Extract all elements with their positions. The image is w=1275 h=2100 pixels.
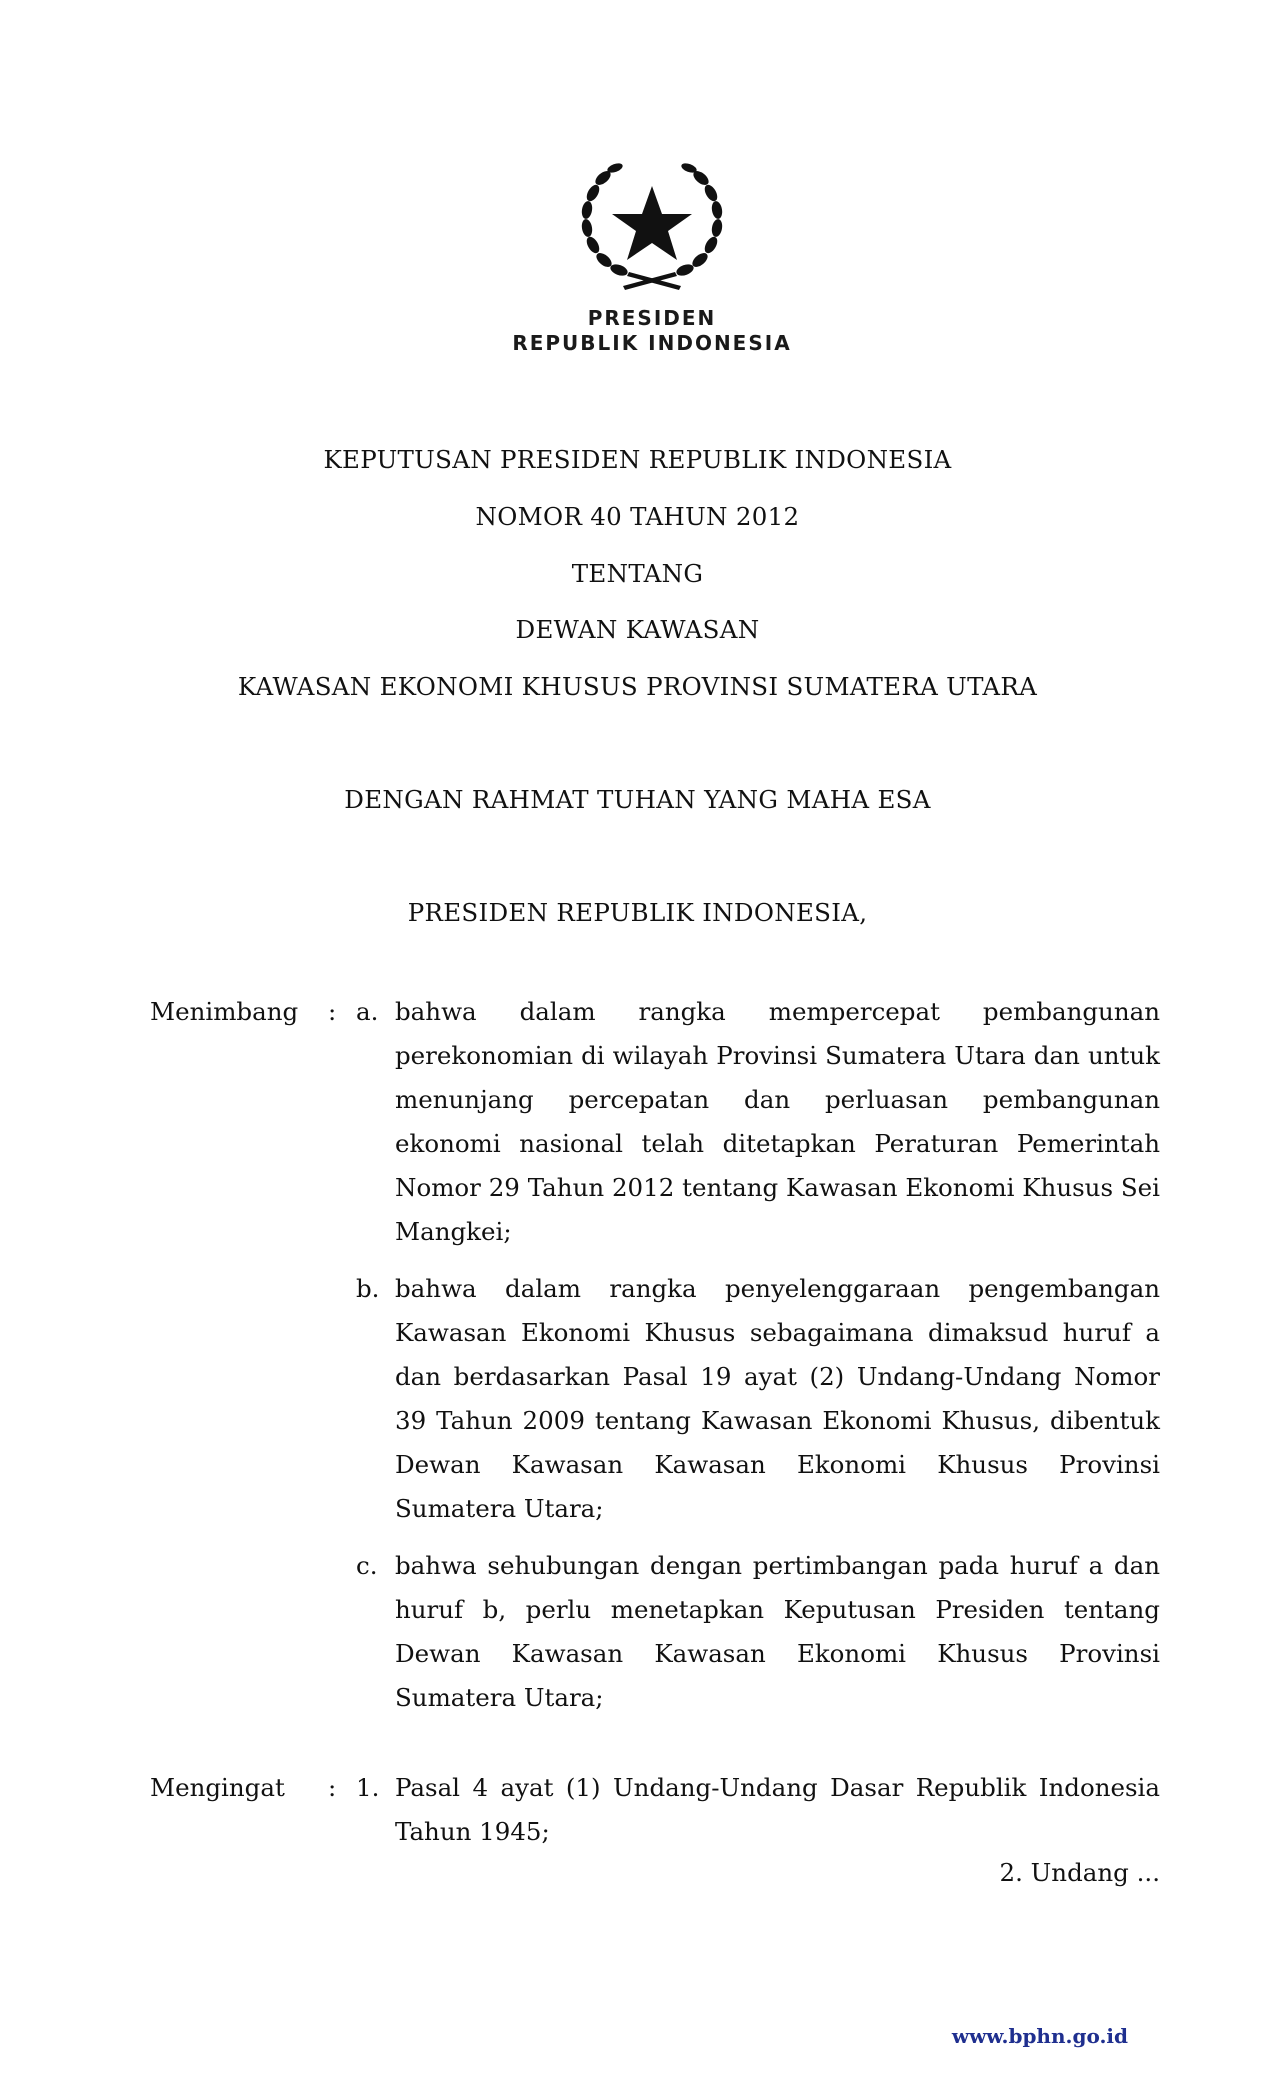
decree-about: TENTANG — [571, 559, 704, 588]
mengingat-text-1: Pasal 4 ayat (1) Undang-Undang Dasar Republik Indonesia Tahun 1945; — [395, 1773, 1160, 1846]
decree-subject-detail: KAWASAN EKONOMI KHUSUS PROVINSI SUMATERA UTARA — [237, 672, 1038, 701]
list-marker: 1. — [356, 1773, 380, 1802]
mengingat-label: Mengingat — [150, 1773, 285, 1802]
menimbang-text-c: bahwa sehubungan dengan pertimbangan pada huruf a dan huruf b, perlu menetapkan Keputusan Presiden tentang Dewan Kawasan Kawasan Ekonomi Khusus Provinsi Sumatera Utara; — [395, 1551, 1160, 1712]
list-marker: c. — [356, 1551, 378, 1580]
footer-website-link[interactable]: www.bphn.go.id — [951, 2024, 1128, 2048]
menimbang-colon: : — [328, 997, 337, 1026]
decree-number: NOMOR 40 TAHUN 2012 — [475, 502, 800, 531]
president-line: PRESIDEN REPUBLIK INDONESIA, — [407, 898, 868, 927]
menimbang-label: Menimbang — [150, 997, 299, 1026]
menimbang-text-b: bahwa dalam rangka penyelenggaraan pengembangan Kawasan Ekonomi Khusus sebagaimana dimaksud huruf a dan berdasarkan Pasal 19 ayat (2) Undang-Undang Nomor 39 Tahun 2009 tentang Kawasan Ekonomi Khusus, dibentuk Dewan Kawasan Kawasan Ekonomi Khusus Provinsi Sumatera Utara; — [395, 1274, 1160, 1523]
decree-subject: DEWAN KAWASAN — [515, 615, 760, 644]
emblem-title-line1: PRESIDEN — [587, 306, 717, 330]
preamble-line: DENGAN RAHMAT TUHAN YANG MAHA ESA — [344, 785, 931, 814]
emblem-title-line2: REPUBLIK INDONESIA — [512, 331, 792, 355]
menimbang-text-a: bahwa dalam rangka mempercepat pembangunan perekonomian di wilayah Provinsi Sumatera Utara dan untuk menunjang percepatan dan perluasan pembangunan ekonomi nasional telah ditetapkan Peraturan Pemerintah Nomor 29 Tahun 2012 tentang Kawasan Ekonomi Khusus Sei Mangkei; — [395, 997, 1160, 1246]
mengingat-colon: : — [328, 1773, 337, 1802]
next-page-reference: 2. Undang ... — [999, 1858, 1160, 1887]
decree-title: KEPUTUSAN PRESIDEN REPUBLIK INDONESIA — [323, 445, 952, 474]
presidential-emblem — [512, 148, 792, 378]
garuda-star-wreath-icon — [567, 148, 737, 298]
list-marker: a. — [356, 997, 379, 1026]
list-marker: b. — [356, 1274, 380, 1303]
